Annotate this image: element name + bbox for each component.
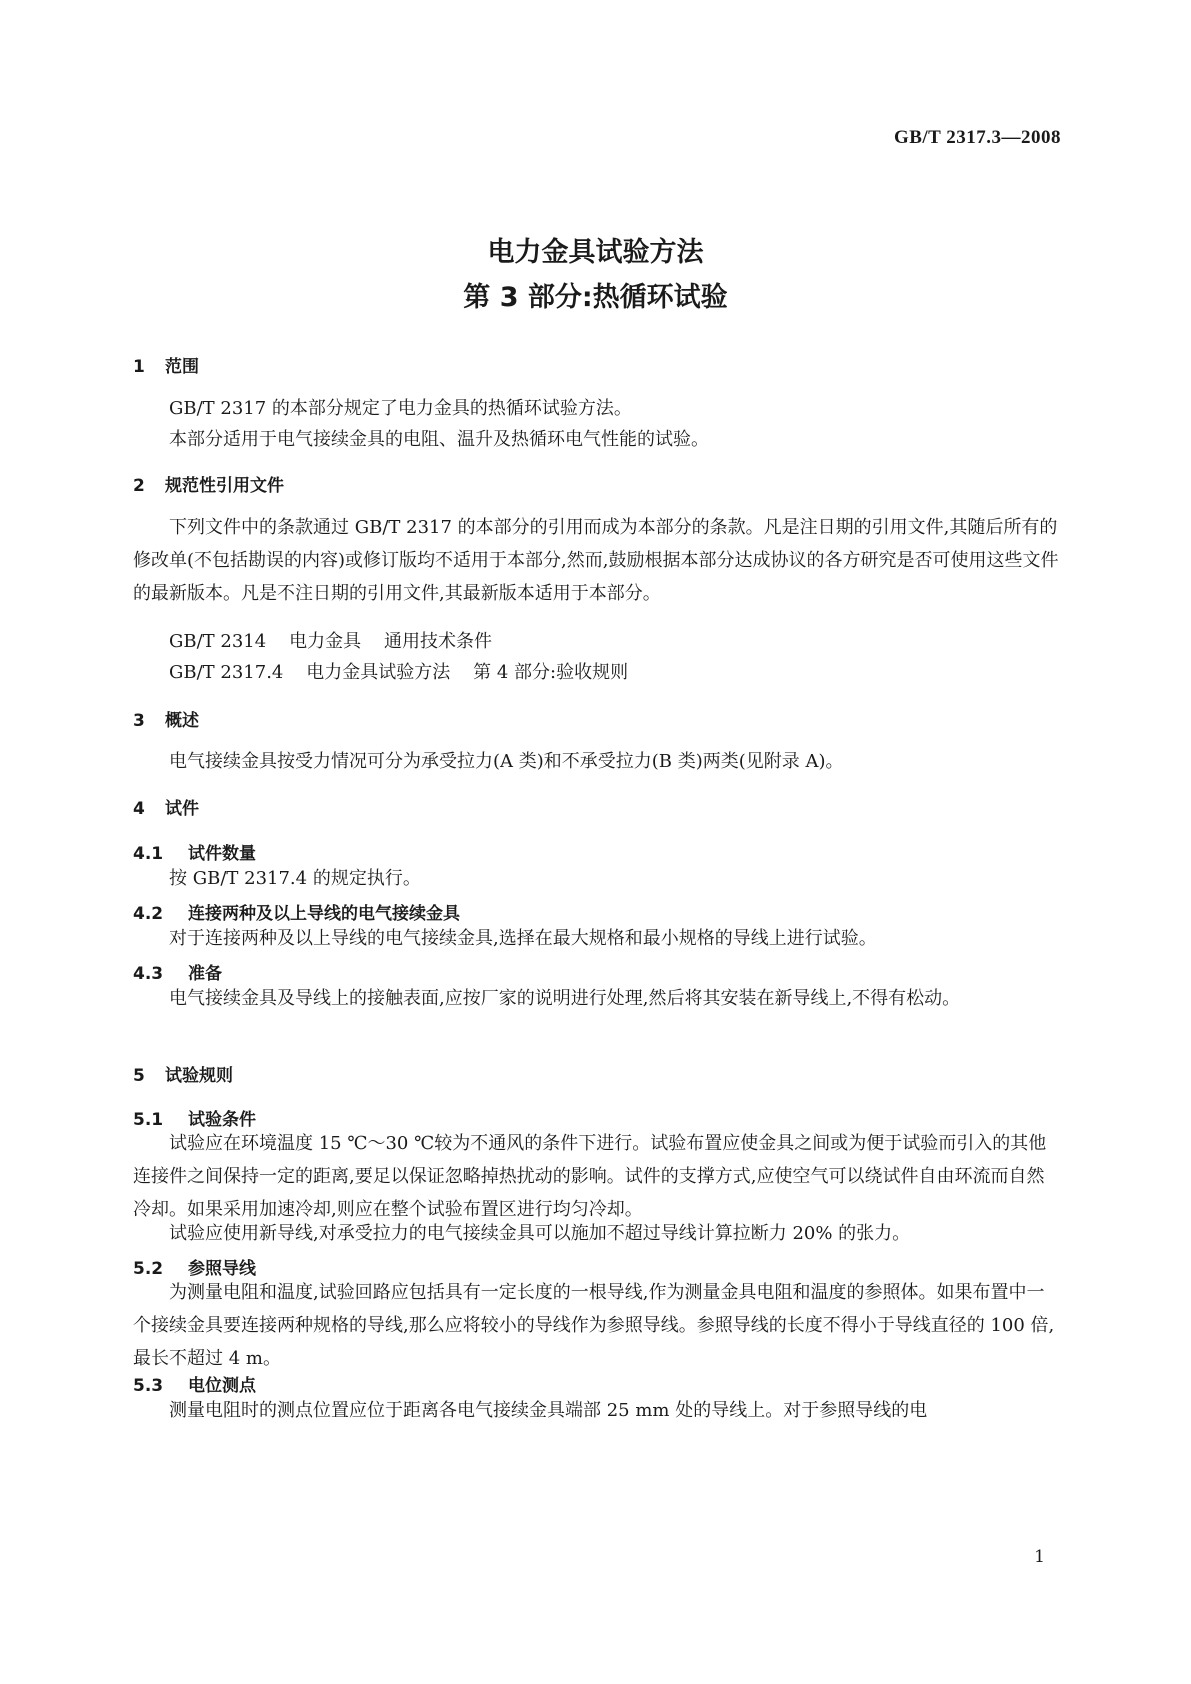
subsection-4-1-heading <box>133 839 256 864</box>
subsection-number: 4.2 <box>133 904 164 924</box>
section-1-paragraph-1: GB/T 2317 的本部分规定了电力金具的热循环试验方法。 <box>169 398 632 419</box>
section-5-heading <box>133 1061 233 1086</box>
subsection-number: 4.1 <box>133 844 164 864</box>
section-1-heading <box>133 352 199 377</box>
subsection-title: 连接两种及以上导线的电气接续金具 <box>188 904 460 924</box>
subsection-title: 准备 <box>188 964 222 984</box>
normative-reference-2: GB/T 2317.4 电力金具试验方法 第 4 部分:验收规则 <box>169 662 629 683</box>
section-number: 2 <box>133 476 145 496</box>
section-3-heading <box>133 706 199 731</box>
subsection-title: 试件数量 <box>188 844 256 864</box>
section-title: 范围 <box>165 357 199 377</box>
page-number: 1 <box>1034 1547 1045 1567</box>
section-number: 3 <box>133 711 145 731</box>
section-title: 规范性引用文件 <box>165 476 284 496</box>
subsection-5-1-paragraph-1: 试验应在环境温度 15 ℃～30 ℃较为不通风的条件下进行。试验布置应使金具之间或为便于试验而引入的其他连接件之间保持一定的距离,要足以保证忽略掉热扰动的影响。试件的支撑方式,应使空气可以绕试件自由环流而自然冷却。如果采用加速冷却,则应在整个试验布置区进行均匀冷却。 <box>133 1133 1047 1220</box>
section-title: 概述 <box>165 711 199 731</box>
subsection-4-2-paragraph: 对于连接两种及以上导线的电气接续金具,选择在最大规格和最小规格的导线上进行试验。 <box>169 928 877 949</box>
normative-reference-1: GB/T 2314 电力金具 通用技术条件 <box>169 631 492 652</box>
subsection-number: 5.1 <box>133 1110 164 1130</box>
section-3-paragraph: 电气接续金具按受力情况可分为承受拉力(A 类)和不承受拉力(B 类)两类(见附录 A)。 <box>169 751 844 772</box>
subsection-title: 电位测点 <box>188 1376 256 1396</box>
subsection-number: 5.3 <box>133 1376 164 1396</box>
subsection-5-2-paragraph: 为测量电阻和温度,试验回路应包括具有一定长度的一根导线,作为测量金具电阻和温度的参照体。如果布置中一个接续金具要连接两种规格的导线,那么应将较小的导线作为参照导线。参照导线的长度不得小于导线直径的 100 倍,最长不超过 4 m。 <box>133 1282 1055 1369</box>
subsection-number: 5.2 <box>133 1259 164 1279</box>
section-1-paragraph-2: 本部分适用于电气接续金具的电阻、温升及热循环电气性能的试验。 <box>169 429 709 450</box>
section-number: 1 <box>133 357 145 377</box>
subsection-5-3-paragraph: 测量电阻时的测点位置应位于距离各电气接续金具端部 25 mm 处的导线上。对于参照导线的电 <box>169 1400 928 1421</box>
subsection-4-3-paragraph: 电气接续金具及导线上的接触表面,应按厂家的说明进行处理,然后将其安装在新导线上,不得有松动。 <box>169 988 961 1009</box>
subsection-title: 参照导线 <box>188 1259 256 1279</box>
standard-code: GB/T 2317.3—2008 <box>893 127 1061 148</box>
section-title: 试验规则 <box>165 1066 233 1086</box>
section-2-paragraph: 下列文件中的条款通过 GB/T 2317 的本部分的引用而成为本部分的条款。凡是注日期的引用文件,其随后所有的修改单(不包括勘误的内容)或修订版均不适用于本部分,然而,鼓励根据本部分达成协议的各方研究是否可使用这些文件的最新版本。凡是不注日期的引用文件,其最新版本适用于本部分。 <box>133 517 1059 604</box>
section-number: 5 <box>133 1066 145 1086</box>
section-title: 试件 <box>165 799 199 819</box>
subsection-title: 试验条件 <box>188 1110 256 1130</box>
subsection-5-1-paragraph-2: 试验应使用新导线,对承受拉力的电气接续金具可以施加不超过导线计算拉断力 20% 的张力。 <box>169 1223 911 1244</box>
subsection-5-3-heading <box>133 1371 256 1396</box>
section-2-heading <box>133 471 284 496</box>
document-title: 电力金具试验方法 <box>487 237 704 268</box>
section-number: 4 <box>133 799 145 819</box>
subsection-4-2-heading <box>133 899 460 924</box>
subsection-4-1-paragraph: 按 GB/T 2317.4 的规定执行。 <box>169 868 421 889</box>
document-subtitle: 第 3 部分:热循环试验 <box>463 282 728 313</box>
subsection-number: 4.3 <box>133 964 164 984</box>
subsection-4-3-heading <box>133 959 222 984</box>
section-4-heading <box>133 794 199 819</box>
